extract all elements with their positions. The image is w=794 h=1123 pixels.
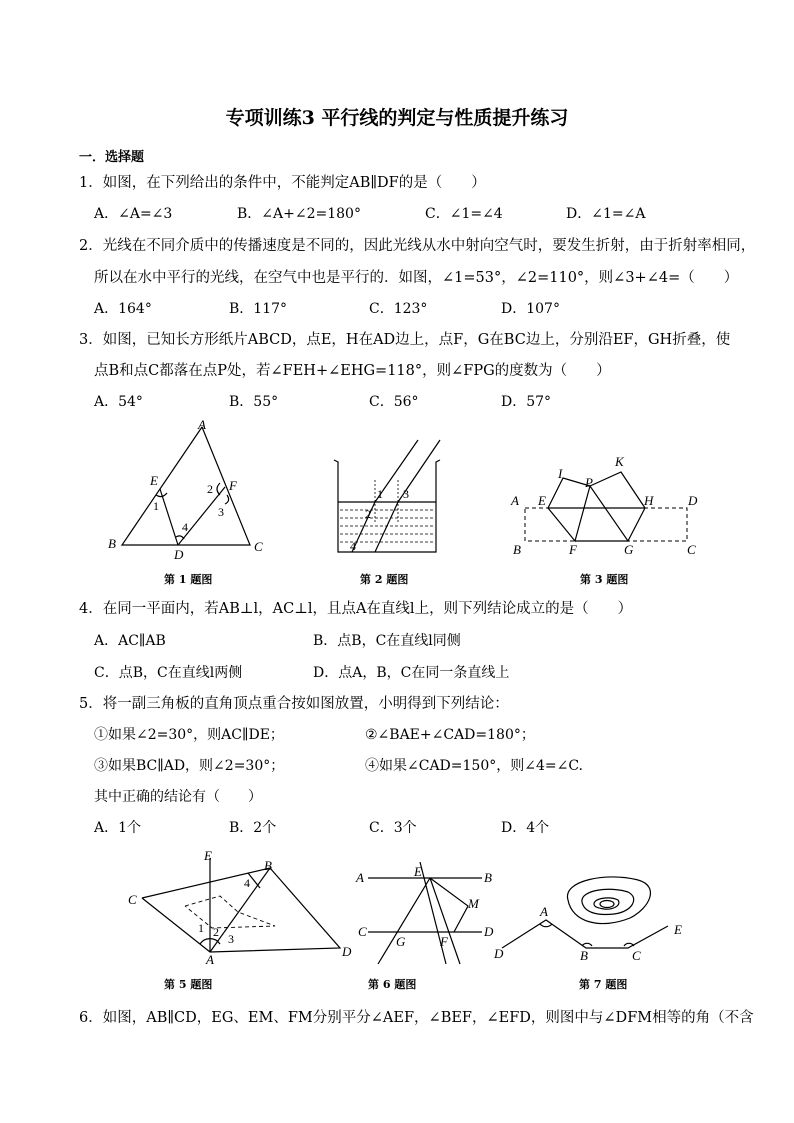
q5-option-a: A．1个	[94, 820, 142, 836]
fig7-label-d: D	[494, 946, 504, 961]
q5-conclusion-3: ③如果BC∥AD，则∠2=30°；	[94, 758, 285, 774]
fig3-label-f: F	[569, 542, 577, 557]
figure-7-contour-path	[490, 878, 690, 966]
fig5-label-e: E	[204, 848, 212, 863]
q1-option-b: B．∠A+∠2=180°	[237, 206, 361, 222]
figure-3-fold	[505, 450, 710, 560]
fig1-label-c: C	[254, 539, 263, 554]
fig5-angle-3: 3	[228, 932, 234, 946]
question-2-line2: 所以在水中平行的光线，在空气中也是平行的．如图，∠1=53°，∠2=110°，则∠3+∠4=（ ）	[94, 270, 739, 286]
fig3-label-c: C	[687, 542, 696, 557]
figure-7-caption: 第 7 题图	[579, 978, 628, 991]
fig3-label-k: K	[615, 454, 624, 469]
q3-option-b: B．55°	[229, 394, 279, 410]
fig6-label-a: A	[356, 870, 364, 885]
fig2-angle-4: 4	[350, 539, 356, 553]
question-6-stem: 6．如图，AB∥CD，EG、EM、FM分别平分∠AEF，∠BEF，∠EFD，则图中与∠DFM相等的角（不含	[79, 1010, 754, 1026]
fig5-angle-1: 1	[198, 921, 204, 935]
fig3-label-d: D	[688, 493, 698, 508]
q2-option-b: B．117°	[229, 301, 288, 317]
fig7-label-c: C	[632, 948, 641, 963]
figure-5-caption: 第 5 题图	[164, 978, 213, 991]
q1-option-c: C．∠1=∠4	[425, 206, 503, 222]
q5-option-b: B．2个	[229, 820, 277, 836]
fig5-label-c: C	[128, 892, 137, 907]
page-title: 专项训练3 平行线的判定与性质提升练习	[225, 107, 569, 129]
fig3-label-a: A	[511, 493, 519, 508]
fig1-label-f: F	[229, 478, 237, 493]
question-3-line2: 点B和点C都落在点P处，若∠FEH+∠EHG=118°，则∠FPG的度数为（ ）	[94, 363, 611, 379]
fig6-label-m: M	[468, 896, 479, 911]
question-4-stem: 4．在同一平面内，若AB⊥l，AC⊥l，且点A在直线l上，则下列结论成立的是（ ）	[79, 601, 633, 617]
fig2-angle-1: 1	[377, 487, 383, 501]
q5-conclusion-1: ①如果∠2=30°，则AC∥DE；	[94, 727, 284, 743]
fig1-label-d: D	[174, 547, 184, 562]
q2-option-a: A．164°	[94, 301, 152, 317]
fig3-label-h: H	[644, 493, 654, 508]
q3-option-a: A．54°	[94, 394, 143, 410]
fig1-angle-2: 2	[207, 482, 213, 496]
figure-3-caption: 第 3 题图	[580, 573, 629, 586]
fig3-label-p: P	[585, 475, 593, 490]
q4-option-c: C．点B，C在直线l两侧	[94, 665, 243, 681]
fig1-angle-4: 4	[182, 520, 188, 534]
figure-1-caption: 第 1 题图	[164, 573, 213, 586]
fig1-angle-1: 1	[153, 499, 159, 513]
fig6-label-g: G	[396, 934, 406, 949]
fig5-label-d: D	[342, 944, 352, 959]
q5-option-d: D．4个	[501, 820, 550, 836]
fig7-label-e: E	[674, 922, 682, 937]
fig1-label-e: E	[150, 473, 158, 488]
fig6-label-f: F	[440, 934, 448, 949]
q5-ask: 其中正确的结论有（ ）	[94, 789, 262, 805]
fig5-angle-4: 4	[244, 876, 250, 890]
fig3-label-i: I	[558, 466, 563, 481]
q1-option-d: D．∠1=∠A	[566, 206, 646, 222]
fig1-angle-3: 3	[218, 505, 224, 519]
figure-2-beaker	[330, 440, 450, 560]
fig1-label-b: B	[108, 536, 116, 551]
figure-1-triangle	[100, 415, 270, 575]
fig7-label-a: A	[540, 904, 548, 919]
figure-5-set-squares	[120, 848, 360, 966]
fig6-label-d: D	[484, 924, 494, 939]
q5-conclusion-4: ④如果∠CAD=150°，则∠4=∠C.	[365, 758, 583, 774]
q1-option-a: A．∠A=∠3	[94, 206, 173, 222]
fig3-label-e: E	[538, 493, 546, 508]
fig6-label-e: E	[414, 864, 422, 879]
fig5-label-b: B	[264, 858, 272, 873]
q4-option-a: A．AC∥AB	[94, 633, 166, 649]
fig3-label-g: G	[624, 542, 634, 557]
q2-option-c: C．123°	[369, 301, 428, 317]
fig5-label-a: A	[206, 952, 214, 967]
q5-option-c: C．3个	[369, 820, 417, 836]
fig6-label-c: C	[358, 924, 367, 939]
question-2-line1: 2．光线在不同介质中的传播速度是不同的，因此光线从水中射向空气时，要发生折射，由于折射率相同，	[79, 238, 756, 254]
fig1-label-a: A	[198, 417, 206, 432]
question-1-stem: 1．如图，在下列给出的条件中，不能判定AB∥DF的是（ ）	[79, 175, 486, 191]
q3-option-d: D．57°	[501, 394, 552, 410]
q5-conclusion-2: ②∠BAE+∠CAD=180°；	[365, 727, 535, 743]
fig7-label-b: B	[580, 948, 588, 963]
q3-option-c: C．56°	[369, 394, 419, 410]
figure-6-parallel-lines	[350, 856, 500, 968]
fig2-angle-2: 2	[365, 507, 371, 521]
figure-2-caption: 第 2 题图	[360, 573, 409, 586]
q4-option-d: D．点A，B，C在同一条直线上	[313, 665, 510, 681]
fig5-angle-2: 2	[213, 925, 219, 939]
fig6-label-b: B	[484, 870, 492, 885]
fig3-label-b: B	[513, 542, 521, 557]
question-5-stem: 5．将一副三角板的直角顶点重合按如图放置，小明得到下列结论：	[79, 696, 509, 712]
q4-option-b: B．点B，C在直线l同侧	[313, 633, 461, 649]
question-3-line1: 3．如图，已知长方形纸片ABCD，点E，H在AD边上，点F，G在BC边上，分别沿EF，GH折叠，使	[79, 332, 731, 348]
q2-option-d: D．107°	[501, 301, 560, 317]
section-heading: 一．选择题	[79, 150, 145, 165]
figure-6-caption: 第 6 题图	[368, 978, 417, 991]
fig2-angle-3: 3	[403, 487, 409, 501]
